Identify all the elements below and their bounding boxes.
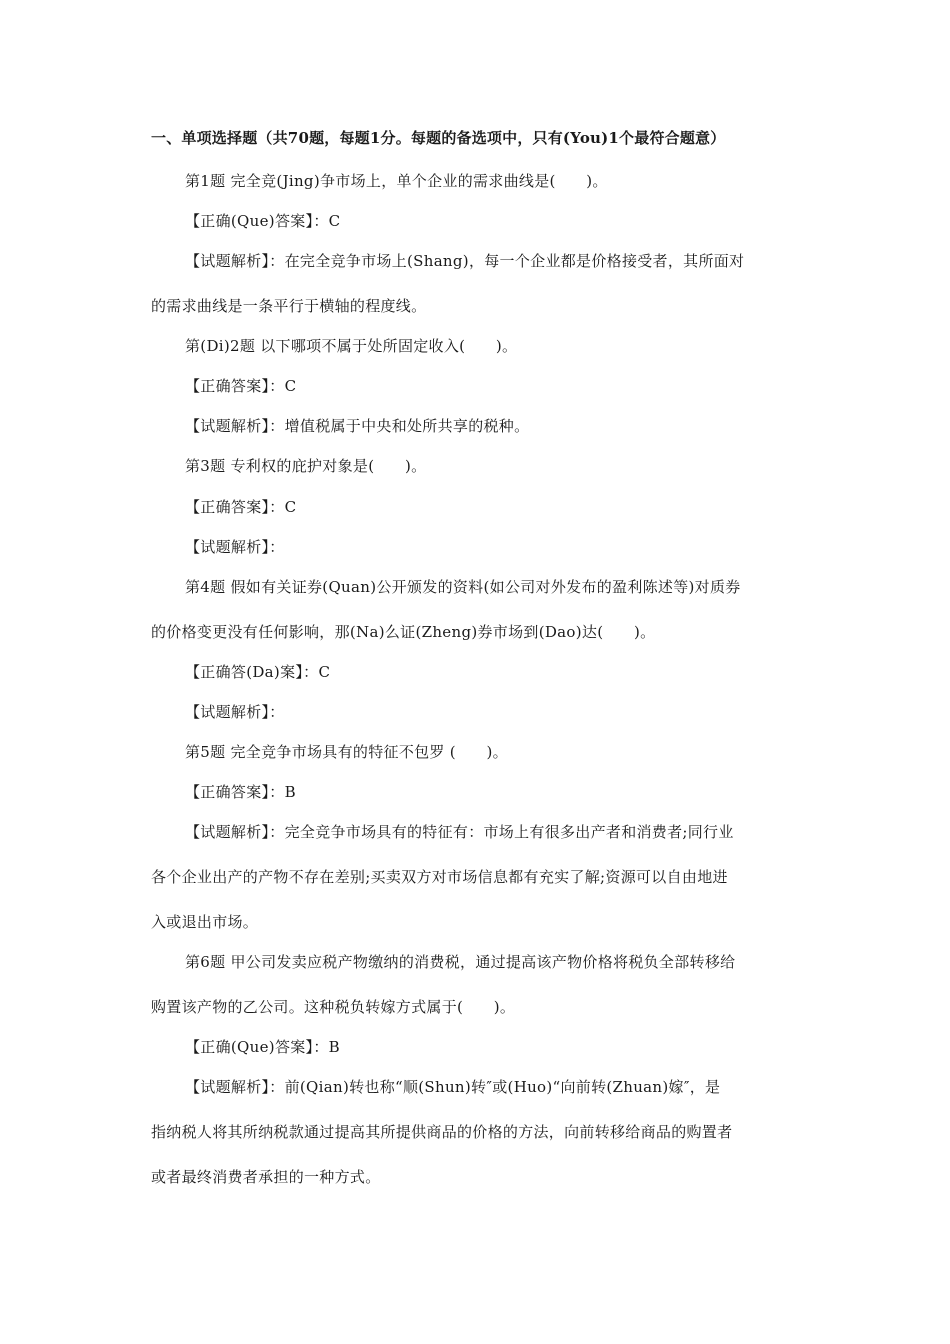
question-3-stem: 第3题 专利权的庇护对象是( )。 (185, 457, 427, 475)
question-5-answer: 【正确答案】：B (185, 783, 296, 801)
question-1-explanation-cont: 的需求曲线是一条平行于横轴的程度线。 (151, 297, 427, 315)
question-4-stem: 第4题 假如有关证券(Quan)公开颁发的资料(如公司对外发布的盈利陈述等)对质券 (185, 578, 741, 596)
question-4-stem-cont: 的价格变更没有任何影响，那(Na)么证(Zheng)券市场到(Dao)达( )。 (151, 623, 656, 641)
question-3-answer: 【正确答案】：C (185, 498, 297, 516)
question-5-stem: 第5题 完全竞争市场具有的特征不包罗 ( )。 (185, 743, 508, 761)
question-1-stem: 第1题 完全竞(Jing)争市场上，单个企业的需求曲线是( )。 (185, 172, 608, 190)
section-heading: 一、单项选择题（共70题，每题1分。每题的备选项中，只有(You)1个最符合题意） (151, 129, 726, 147)
question-4-answer: 【正确答(Da)案】：C (185, 663, 331, 681)
question-1-explanation: 【试题解析】：在完全竞争市场上(Shang)，每一个企业都是价格接受者，其所面对 (185, 252, 745, 270)
question-6-explanation-cont-2: 或者最终消费者承担的一种方式。 (151, 1168, 381, 1186)
question-3-explanation: 【试题解析】： (185, 538, 285, 556)
question-5-explanation-cont-1: 各个企业出产的产物不存在差别;买卖双方对市场信息都有充实了解;资源可以自由地进 (151, 868, 728, 886)
question-6-answer: 【正确(Que)答案】：B (185, 1038, 340, 1056)
question-2-explanation: 【试题解析】：增值税属于中央和处所共享的税种。 (185, 417, 530, 435)
question-2-answer: 【正确答案】：C (185, 377, 297, 395)
question-5-explanation-cont-2: 入或退出市场。 (151, 913, 259, 931)
question-6-stem: 第6题 甲公司发卖应税产物缴纳的消费税，通过提高该产物价格将税负全部转移给 (185, 953, 736, 971)
question-1-answer: 【正确(Que)答案】：C (185, 212, 341, 230)
question-6-explanation-cont-1: 指纳税人将其所纳税款通过提高其所提供商品的价格的方法，向前转移给商品的购置者 (151, 1123, 733, 1141)
question-4-explanation: 【试题解析】： (185, 703, 285, 721)
question-6-stem-cont: 购置该产物的乙公司。这种税负转嫁方式属于( )。 (151, 998, 516, 1016)
question-2-stem: 第(Di)2题 以下哪项不属于处所固定收入( )。 (185, 337, 518, 355)
question-6-explanation: 【试题解析】：前(Qian)转也称“顺(Shun)转″或(Huo)“向前转(Zhuan)嫁″，是 (185, 1078, 721, 1096)
question-5-explanation: 【试题解析】：完全竞争市场具有的特征有：市场上有很多出产者和消费者;同行业 (185, 823, 734, 841)
